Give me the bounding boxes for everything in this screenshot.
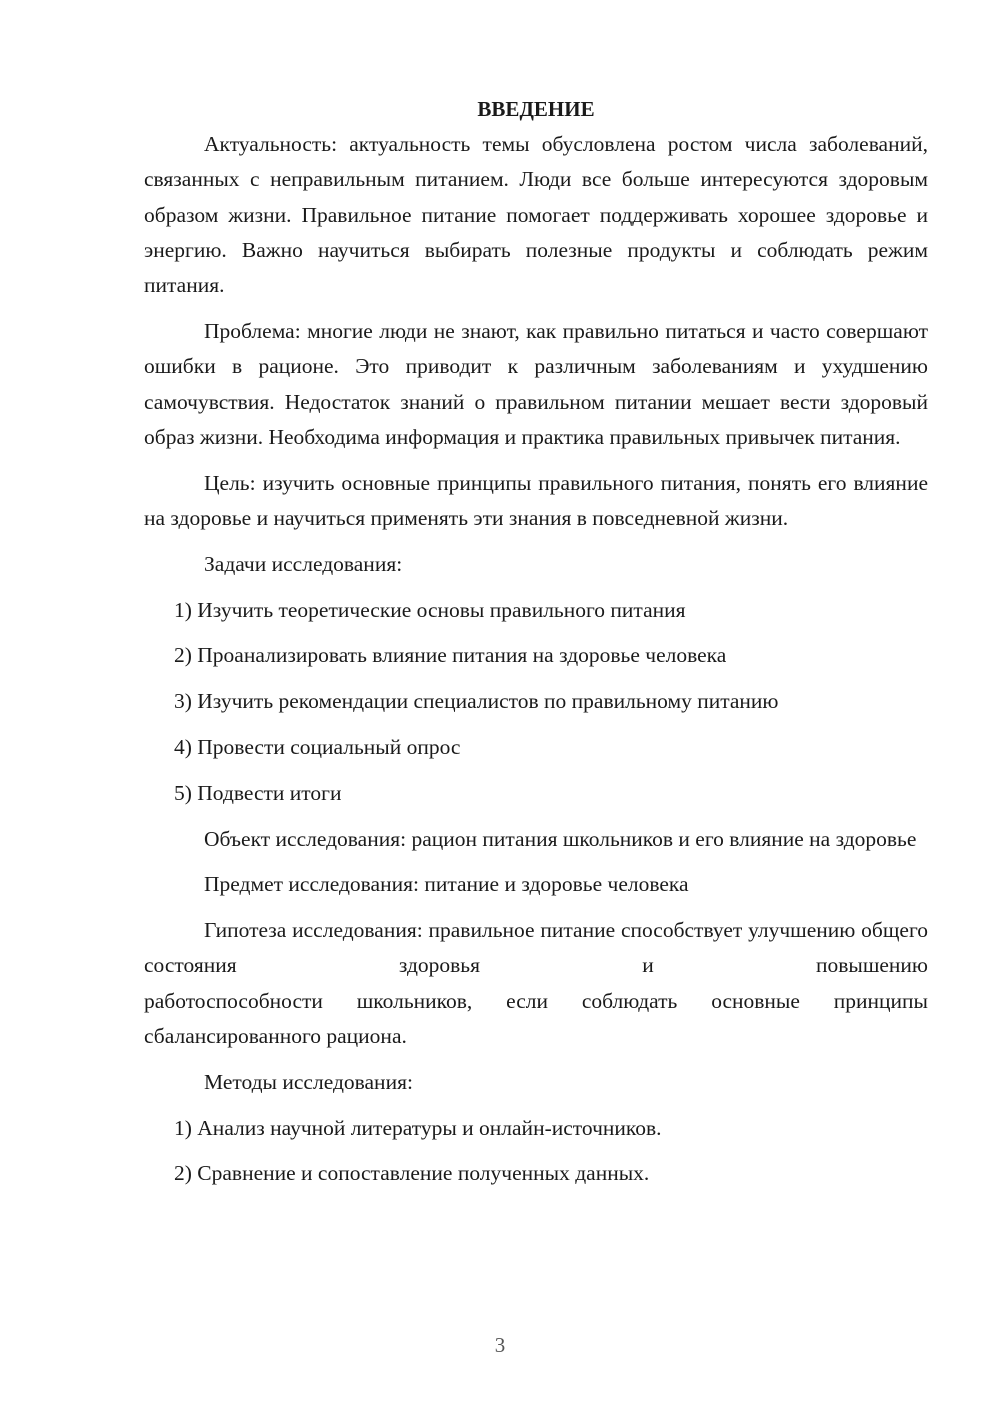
hypothesis-part-2: работоспособности школьников, если соблюдать основные принципы сбалансированного рациона. bbox=[144, 988, 928, 1049]
paragraph-hypothesis bbox=[144, 913, 928, 1054]
paragraph-goal: Цель: изучить основные принципы правильного питания, понять его влияние на здоровье и научиться применять эти знания в повседневной жизни. bbox=[144, 470, 928, 530]
task-item-5: 5) Подвести итоги bbox=[174, 780, 342, 805]
task-item-4: 4) Провести социальный опрос bbox=[174, 734, 461, 759]
task-item-2: 2) Проанализировать влияние питания на здоровье человека bbox=[174, 643, 727, 668]
section-heading: ВВЕДЕНИЕ bbox=[477, 97, 595, 121]
method-item-2: 2) Сравнение и сопоставление полученных данных. bbox=[174, 1161, 650, 1186]
paragraph-relevance: Актуальность: актуальность темы обусловлена ростом числа заболеваний, связанных с неправильным питанием. Люди все больше интересуются здоровым образом жизни. Правильное питание помогает поддерживать хорошее здоровье и энергию. Важно научиться выбирать полезные продукты и соблюдать режим питания. bbox=[144, 132, 928, 298]
paragraph-subject: Предмет исследования: питание и здоровье человека bbox=[204, 872, 689, 897]
paragraph-object: Объект исследования: рацион питания школьников и его влияние на здоровье bbox=[204, 826, 917, 851]
method-item-1: 1) Анализ научной литературы и онлайн-источников. bbox=[174, 1115, 662, 1140]
methods-title: Методы исследования: bbox=[204, 1069, 413, 1094]
page-number: 3 bbox=[494, 1333, 506, 1357]
hypothesis-part-1: Гипотеза исследования: правильное питание способствует улучшению общего состояния здоровья и повышению bbox=[144, 918, 928, 978]
task-item-3: 3) Изучить рекомендации специалистов по правильному питанию bbox=[174, 689, 779, 714]
tasks-title: Задачи исследования: bbox=[204, 551, 403, 576]
task-item-1: 1) Изучить теоретические основы правильного питания bbox=[174, 597, 686, 622]
paragraph-problem: Проблема: многие люди не знают, как правильно питаться и часто совершают ошибки в рационе. Это приводит к различным заболеваниям и ухудшению самочувствия. Недостаток знаний о правильном питании мешает вести здоровый образ жизни. Необходима информация и практика правильных привычек питания. bbox=[144, 318, 928, 449]
document-page bbox=[144, 92, 928, 1202]
